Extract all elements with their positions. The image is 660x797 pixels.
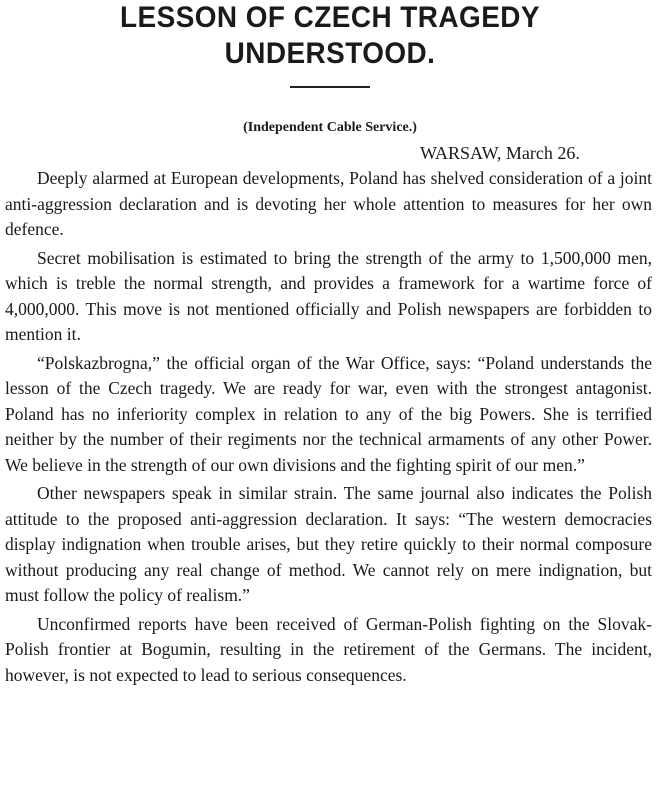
wire-service-credit: (Independent Cable Service.) [243,120,417,135]
paragraph: “Polskazbrogna,” the official organ of the War Office, says: “Poland understands the lesson of the Czech tragedy. We are ready for war, even with the strongest antagonist. Poland has no inferiority complex in relation to any of the big Powers. She is terrified neither by the number of their regiments nor the technical armaments of any other Power. We believe in the strength of our own divisions and the fighting spirit of our men.” [5,352,652,475]
paragraph: Deeply alarmed at European developments, Poland has shelved consideration of a joint anti-aggression declaration and is devoting her whole attention to measures for her own defence. [5,168,652,239]
dateline: WARSAW, March 26. [420,143,580,163]
paragraph: Secret mobilisation is estimated to bring the strength of the army to 1,500,000 men, which is treble the normal strength, and provides a framework for a wartime force of 4,000,000. This move is not mentioned officially and Polish newspapers are forbidden to mention it. [5,247,652,344]
headline-divider [290,86,370,88]
article-body [0,166,652,688]
headline-line-2: UNDERSTOOD. [224,37,436,70]
paragraph: Other newspapers speak in similar strain. The same journal also indicates the Polish attitude to the proposed anti-aggression declaration. It says: “The western democracies display indignation when trouble arises, but they retire quickly to their normal composure without producing any real change of method. We cannot rely on mere indignation, but must follow the policy of realism.” [5,483,652,605]
headline-line-1: LESSON OF CZECH TRAGEDY [120,1,540,34]
paragraph: Unconfirmed reports have been received of German-Polish fighting on the Slovak-Polish frontier at Bogumin, resulting in the retirement of the Germans. The incident, however, is not expected to lead to serious consequences. [5,613,652,685]
headline [23,0,637,72]
